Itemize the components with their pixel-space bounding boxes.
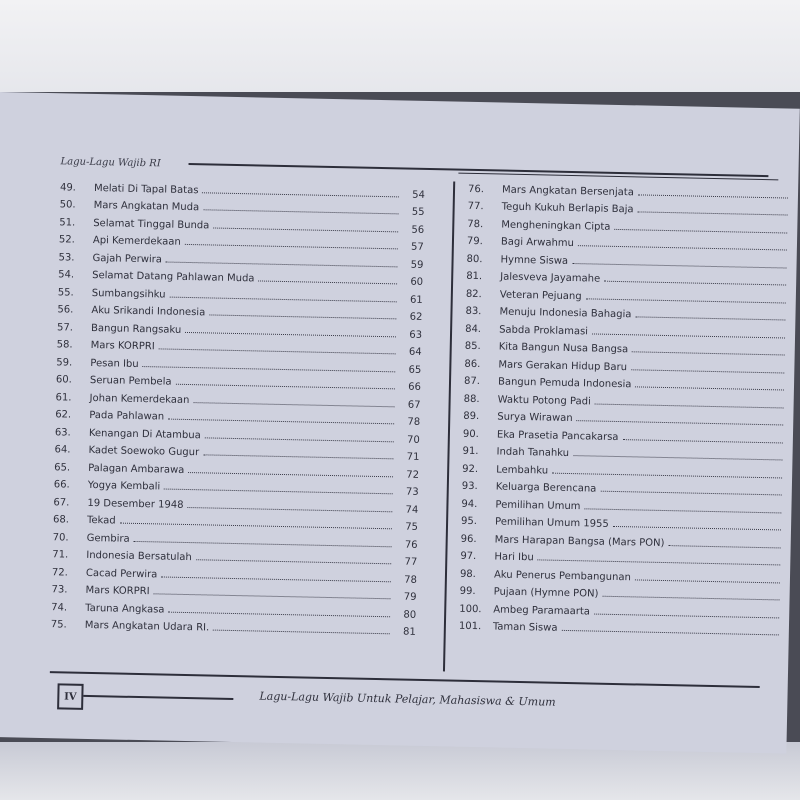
toc-entry-number: 93.: [461, 480, 478, 493]
toc-entry-page: 78: [404, 574, 417, 586]
toc-entry-number: 92.: [462, 463, 479, 475]
toc-entry-number: 72.: [51, 566, 68, 579]
toc-dot-leader: [213, 630, 390, 635]
toc-entry-page: 66: [408, 381, 422, 393]
toc-dot-leader: [258, 280, 397, 284]
toc-entry-number: 73.: [51, 584, 68, 596]
toc-entry-page: 55: [411, 206, 425, 218]
toc-entry-number: 57.: [56, 321, 74, 334]
toc-entry-title: Keluarga Berencana: [495, 481, 597, 495]
toc-entry-number: 53.: [58, 251, 75, 264]
toc-entry-title: Mars Angkatan Udara RI.: [84, 619, 210, 634]
toc-entry-page: 77: [404, 556, 418, 568]
toc-entry-title: Mars Angkatan Bersenjata: [501, 184, 635, 198]
toc-entry-number: 80.: [466, 253, 483, 265]
toc-entry-number: 90.: [462, 428, 479, 440]
toc-entry-number: 83.: [465, 305, 482, 318]
background-top: [0, 0, 800, 92]
toc-entry-page: 72: [406, 469, 420, 481]
toc-entry-number: 54.: [58, 269, 75, 281]
footer-book-title: Lagu-Lagu Wajib Untuk Pelajar, Mahasiswa & Umum: [259, 689, 556, 709]
toc-entry-title: Hari Ibu: [494, 551, 534, 564]
toc-entry-title: Johan Kemerdekaan: [89, 392, 190, 406]
toc-entry-title: Indah Tanahku: [496, 446, 570, 459]
toc-entry-page: 57: [410, 241, 424, 253]
toc-entry-number: 75.: [50, 619, 67, 631]
toc-entry-number: 66.: [53, 479, 70, 491]
toc-entry-number: 76.: [467, 183, 485, 195]
toc-right-column: [459, 177, 788, 639]
toc-entry-title: Lembahku: [496, 463, 549, 477]
column-divider: [443, 182, 455, 672]
toc-entry-page: 78: [407, 416, 421, 428]
toc-entry-title: Jalesveva Jayamahe: [500, 271, 601, 285]
footer-rule: [83, 695, 233, 700]
toc-entry-title: Sabda Proklamasi: [499, 324, 589, 337]
toc-entry-page: 62: [409, 311, 423, 323]
toc-entry-number: 64.: [54, 444, 71, 456]
toc-entry-number: 101.: [458, 620, 482, 633]
toc-entry-title: Kadet Soewoko Gugur: [88, 444, 200, 459]
toc-entry-number: 58.: [56, 339, 73, 351]
toc-entry-number: 55.: [57, 286, 74, 299]
toc-entry-title: Bagi Arwahmu: [500, 236, 575, 250]
toc-entry-number: 50.: [59, 199, 76, 211]
toc-entry-number: 79.: [466, 235, 483, 248]
toc-entry-number: 65.: [54, 461, 71, 474]
toc-entry-number: 94.: [461, 498, 478, 510]
toc-entry-title: Pada Pahlawan: [89, 409, 165, 423]
toc-entry-number: 88.: [463, 393, 480, 405]
toc-entry-number: 67.: [53, 496, 70, 509]
toc-entry-title: Surya Wirawan: [497, 411, 573, 425]
toc-entry-page: 75: [405, 521, 419, 533]
toc-entry-page: 70: [406, 434, 420, 446]
toc-entry-title: Eka Prasetia Pancakarsa: [496, 428, 619, 443]
toc-entry-page: 54: [412, 189, 426, 201]
toc-entry-title: Menuju Indonesia Bahagia: [499, 306, 632, 321]
toc-entry-number: 77.: [467, 200, 484, 213]
toc-entry-title: Palagan Ambarawa: [88, 462, 185, 476]
toc-entry-number: 98.: [459, 568, 477, 580]
toc-entry-title: Pemilihan Umum 1955: [494, 516, 609, 530]
toc-entry-page: 63: [409, 329, 423, 341]
toc-entry-title: Kenangan Di Atambua: [88, 427, 201, 441]
toc-entry-title: Mars KORPRI: [85, 584, 150, 598]
running-header: Lagu-Lagu Wajib RI: [60, 156, 161, 170]
toc-dot-leader: [635, 579, 780, 583]
toc-entry-number: 84.: [465, 323, 482, 335]
toc-entry-number: 100.: [459, 603, 482, 615]
toc-entry-title: Aku Penerus Pembangunan: [493, 568, 631, 583]
toc-entry-title: Selamat Tinggal Bunda: [93, 217, 210, 231]
toc-entry-number: 49.: [59, 181, 77, 194]
toc-entry-title: Melati Di Tapal Batas: [93, 182, 199, 196]
toc-entry-page: 61: [409, 294, 423, 306]
toc-entry-number: 70.: [52, 531, 69, 544]
toc-entry-number: 68.: [52, 514, 70, 526]
toc-entry-title: Tekad: [86, 514, 116, 527]
toc-entry-page: 73: [405, 486, 419, 498]
toc-entry-number: 99.: [459, 585, 476, 598]
toc-entry-title: Taruna Angkasa: [85, 602, 165, 616]
toc-entry-number: 71.: [52, 549, 69, 561]
toc-entry-number: 81.: [466, 270, 483, 283]
toc-entry-title: Aku Srikandi Indonesia: [91, 304, 206, 319]
toc-entry-title: Cacad Perwira: [85, 567, 158, 580]
toc-entry-title: Ambeg Paramaarta: [493, 603, 591, 617]
toc-entry-title: Sumbangsihku: [91, 287, 166, 301]
toc-entry-title: Indonesia Bersatulah: [86, 549, 192, 564]
toc-entry-title: Mars Harapan Bangsa (Mars PON): [494, 533, 665, 549]
toc-entry-page: 67: [407, 399, 421, 411]
toc-entry-title: Mars Angkatan Muda: [93, 199, 200, 214]
toc-entry-title: Yogya Kembali: [87, 479, 161, 493]
footer-rule-top: [50, 671, 760, 688]
toc-entry-page: 59: [410, 259, 424, 271]
toc-entry-number: 74.: [51, 601, 68, 614]
toc-entry-title: Pujaan (Hymne PON): [493, 586, 599, 600]
toc-entry-number: 78.: [467, 218, 484, 230]
toc-entry-page: 76: [404, 539, 418, 551]
toc-entry-page: 80: [403, 609, 417, 621]
toc-entry-title: Seruan Pembela: [89, 374, 172, 388]
toc-entry-number: 51.: [59, 216, 76, 229]
toc-dot-leader: [561, 630, 778, 636]
toc-entry-page: 79: [403, 591, 417, 603]
toc-entry-title: Bangun Pemuda Indonesia: [497, 376, 632, 391]
toc-entry-page: 71: [406, 451, 420, 463]
toc-entry-title: Waktu Potong Padi: [497, 393, 591, 407]
toc-entry-number: 59.: [56, 356, 73, 369]
toc-entry-number: 89.: [463, 410, 480, 423]
toc-entry-title: Gajah Perwira: [92, 252, 163, 265]
toc-entry-title: Api Kemerdekaan: [92, 234, 181, 248]
toc-entry-number: 52.: [58, 234, 75, 246]
toc-entry-number: 85.: [464, 340, 481, 353]
toc-entry-number: 82.: [465, 288, 482, 300]
toc-entry-title: 19 Desember 1948: [87, 497, 184, 511]
toc-entry-title: Mengheningkan Cipta: [501, 219, 611, 233]
toc-entry-title: Gembira: [86, 532, 130, 545]
toc-entry-number: 62.: [55, 409, 72, 421]
toc-entry-number: 63.: [54, 426, 71, 439]
header-rule: [189, 163, 769, 177]
toc-entry-title: Veteran Pejuang: [499, 289, 582, 302]
toc-entry-title: Selamat Datang Pahlawan Muda: [92, 269, 255, 285]
toc-entry-number: 61.: [55, 391, 72, 404]
toc-entry-title: Taman Siswa: [492, 621, 558, 634]
toc-entry-page: 64: [408, 346, 422, 358]
page-number-box: IV: [57, 683, 84, 710]
toc-entry-title: Pemilihan Umum: [495, 498, 581, 512]
toc-entry-number: 87.: [463, 375, 481, 388]
toc-entry-number: 96.: [460, 533, 477, 545]
toc-entry-number: 86.: [464, 358, 481, 370]
toc-entry-title: Pesan Ibu: [90, 357, 139, 370]
toc-entry-title: Mars Gerakan Hidup Baru: [498, 358, 628, 373]
toc-entry-page: 65: [408, 364, 422, 376]
toc-entry-title: Mars KORPRI: [90, 339, 155, 353]
toc-entry-number: 60.: [55, 374, 73, 386]
toc-entry-page: 56: [411, 224, 425, 236]
toc-entry-page: 74: [405, 504, 419, 516]
toc-entry-number: 97.: [460, 550, 477, 563]
toc-entry-title: Hymne Siswa: [500, 254, 569, 267]
book-page: [0, 92, 800, 754]
toc-left-column: [51, 175, 425, 638]
toc-entry-title: Kita Bangun Nusa Bangsa: [498, 341, 629, 356]
toc-entry-title: Teguh Kukuh Berlapis Baja: [501, 201, 634, 216]
toc-dot-leader: [668, 545, 780, 548]
toc-entry-page: 81: [402, 626, 416, 638]
toc-entry-number: 95.: [460, 515, 478, 528]
toc-entry-title: Bangun Rangsaku: [90, 322, 182, 336]
toc-entry-number: 91.: [462, 445, 479, 458]
toc-entry-page: 60: [410, 276, 424, 288]
toc-entry-number: 56.: [57, 304, 74, 316]
